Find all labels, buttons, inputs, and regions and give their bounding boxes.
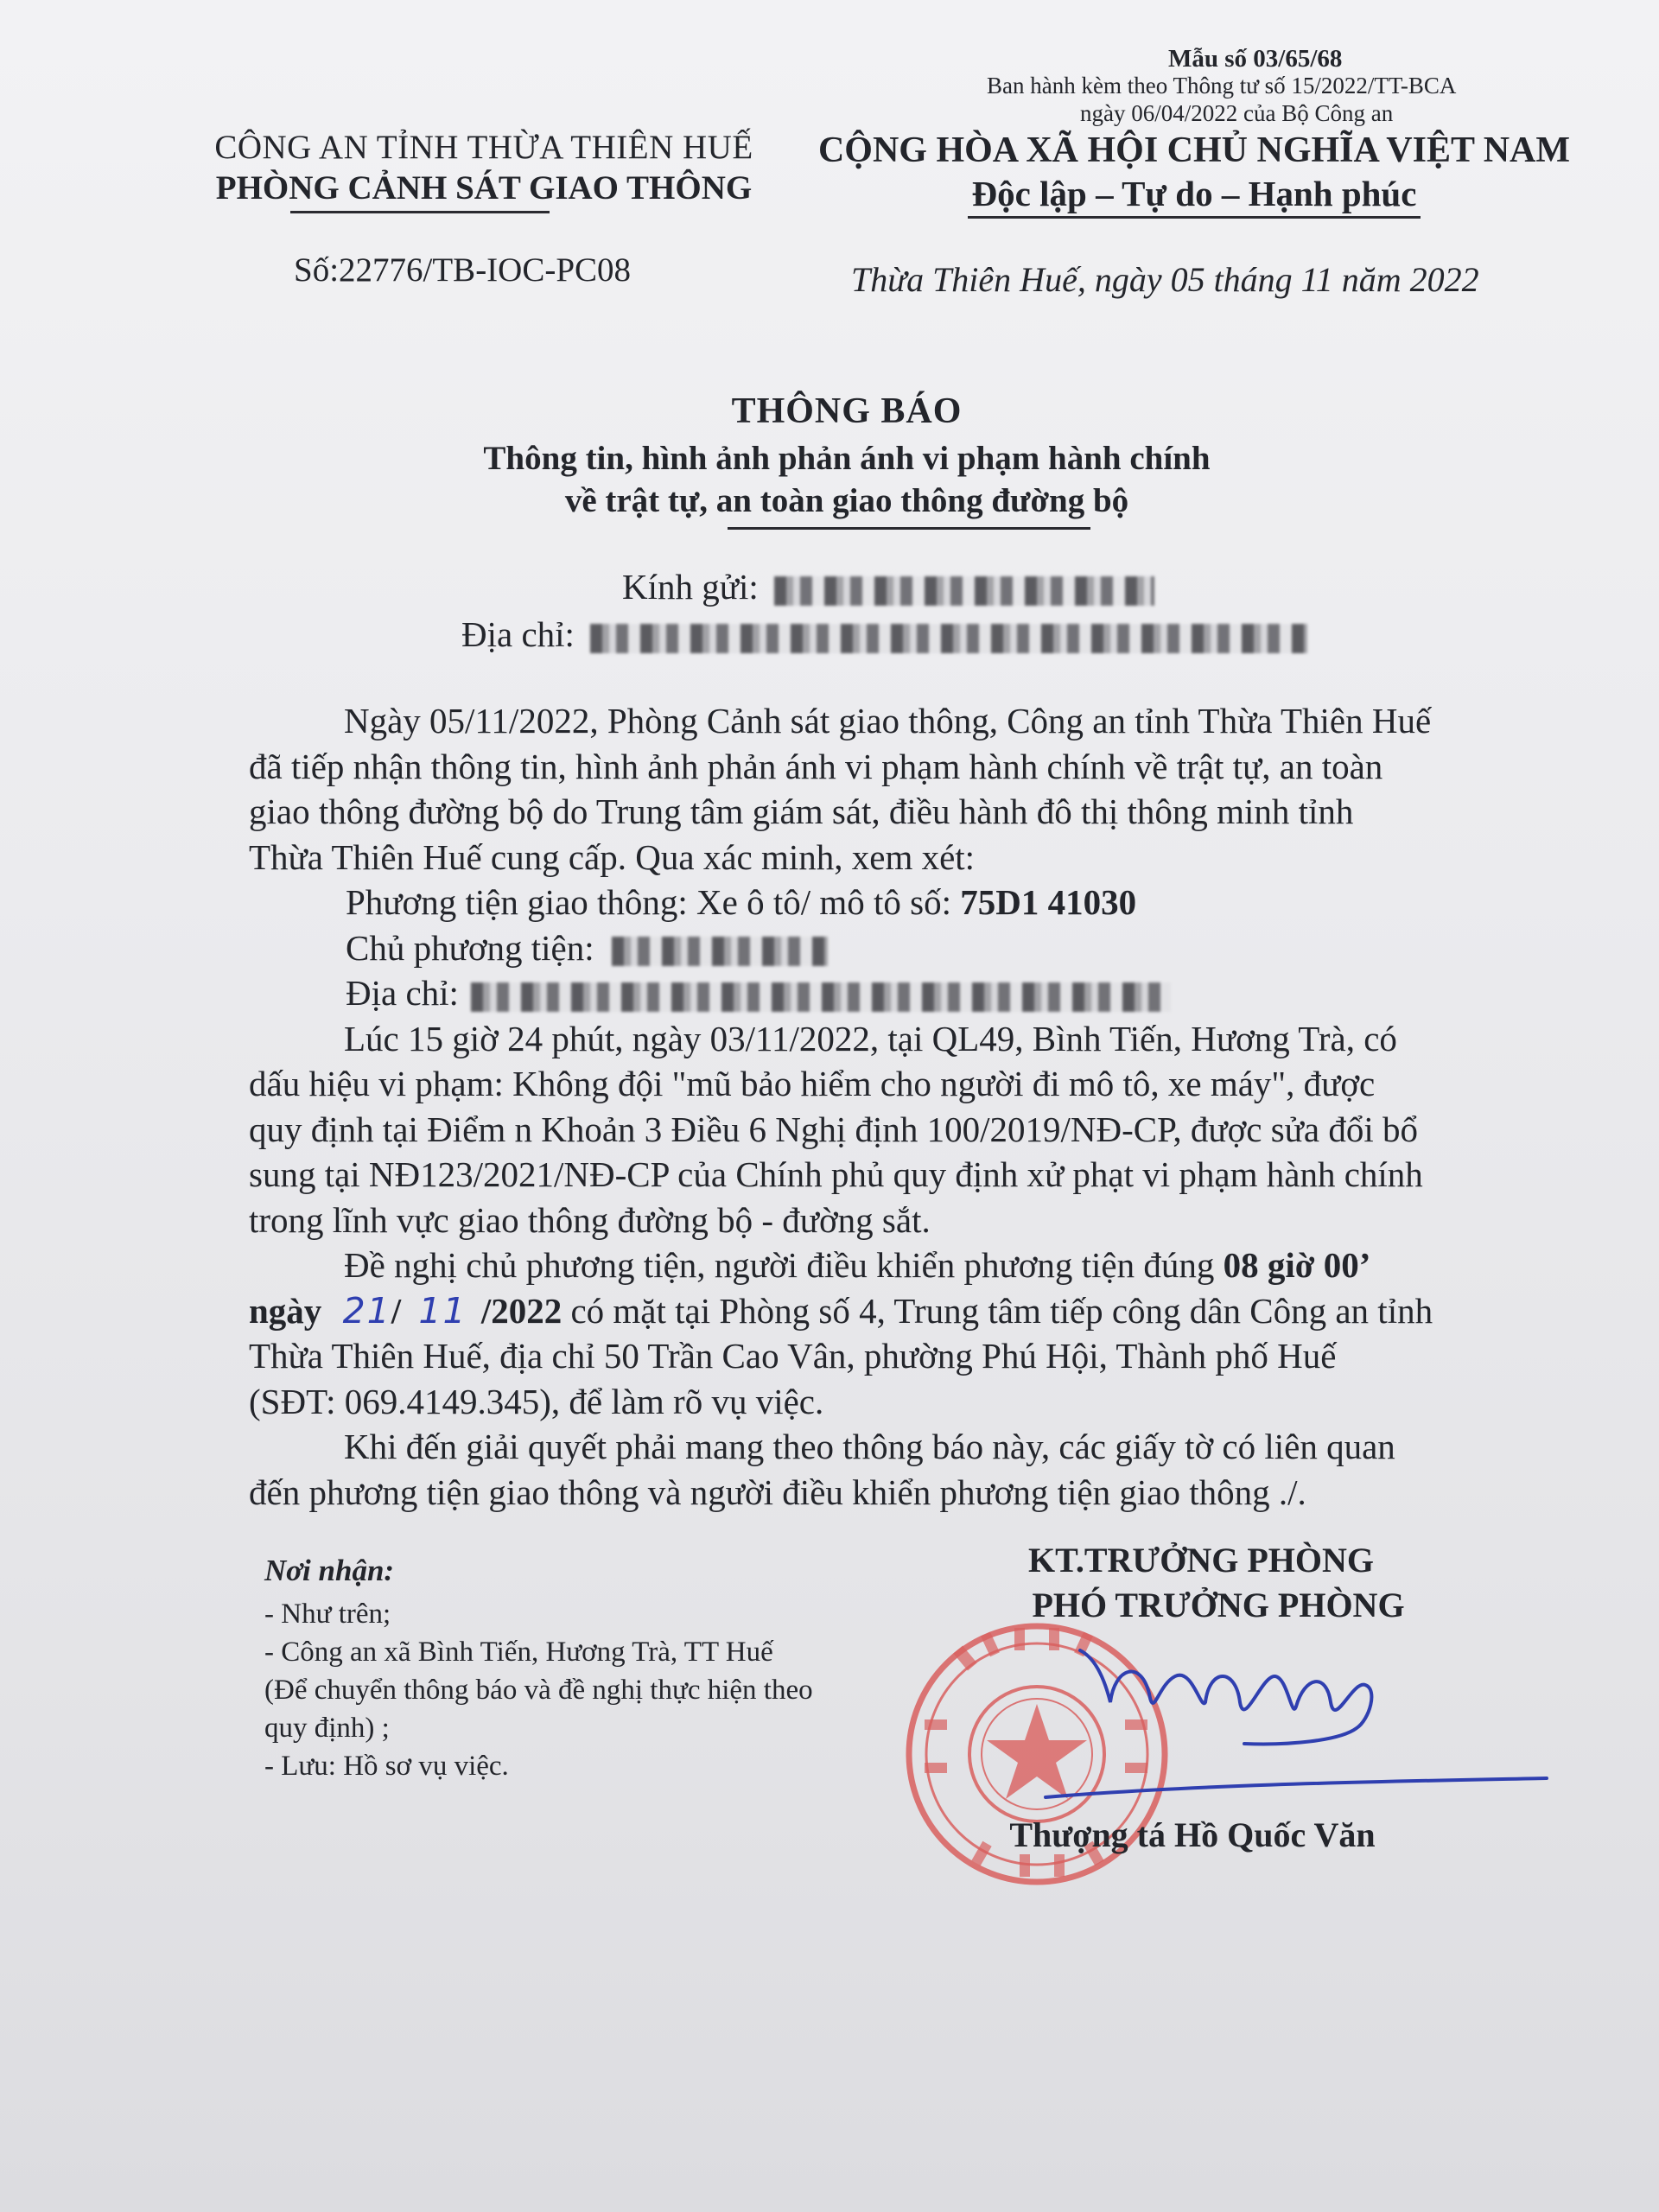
heading-subtitle-1: Thông tin, hình ảnh phản ánh vi phạm hành chính <box>483 440 1211 477</box>
heading-underline <box>728 527 1090 530</box>
vehicle-label: Phương tiện giao thông: Xe ô tô/ mô tô số: <box>346 882 952 922</box>
form-issued-with: Ban hành kèm theo Thông tư số 15/2022/TT-BCA <box>987 73 1457 99</box>
p3-line-3: Thừa Thiên Huế, địa chỉ 50 Trần Cao Vân, phường Phú Hội, Thành phố Huế <box>249 1336 1337 1376</box>
place-date: Thừa Thiên Huế, ngày 05 tháng 11 năm 2022 <box>851 260 1479 299</box>
owner-address-label: Địa chỉ: <box>346 973 459 1013</box>
recipient-item: (Để chuyển thông báo và đề nghị thực hiện theo <box>264 1675 813 1706</box>
national-block <box>788 130 1600 214</box>
redacted-recipient-address <box>590 624 1307 653</box>
p3-line-2: ngày 21/ 11 /2022 có mặt tại Phòng số 4, Trung tâm tiếp công dân Công an tỉnh <box>249 1289 1433 1332</box>
form-number: Mẫu số 03/65/68 <box>1168 45 1343 73</box>
p2-line-2: dấu hiệu vi phạm: Không đội "mũ bảo hiểm cho người đi mô tô, xe máy", được <box>249 1064 1376 1103</box>
recipient-item: quy định) ; <box>264 1713 390 1744</box>
p2-line-3: quy định tại Điểm n Khoản 3 Điều 6 Nghị định 100/2019/NĐ-CP, được sửa đổi bổ <box>249 1109 1418 1149</box>
p1-line-1: Ngày 05/11/2022, Phòng Cảnh sát giao thông, Công an tỉnh Thừa Thiên Huế <box>344 701 1432 741</box>
recipients-label: Nơi nhận: <box>264 1554 395 1587</box>
heading-title: THÔNG BÁO <box>731 391 963 431</box>
p3-line-1 <box>249 1243 1554 1288</box>
p4-line-1: Khi đến giải quyết phải mang theo thông báo này, các giấy tờ có liên quan <box>344 1427 1395 1466</box>
handwritten-month: 11 <box>418 1289 467 1332</box>
owner-label: Chủ phương tiện: <box>346 927 594 968</box>
owner-address-line <box>249 970 1554 1016</box>
agency-underline <box>290 211 550 213</box>
national-title: CỘNG HÒA XÃ HỘI CHỦ NGHĨA VIỆT NAM <box>817 130 1571 170</box>
motto-underline <box>968 216 1421 219</box>
p3-line-4: (SĐT: 069.4149.345), để làm rõ vụ việc. <box>249 1381 824 1421</box>
form-issued-date: ngày 06/04/2022 của Bộ Công an <box>1080 100 1394 126</box>
vehicle-plate: 75D1 41030 <box>960 882 1137 922</box>
p3-time: 08 giờ 00’ <box>1223 1245 1371 1285</box>
p1-line-2: đã tiếp nhận thông tin, hình ảnh phản ánh vi phạm hành chính về trật tự, an toàn <box>249 746 1383 786</box>
vehicle-line <box>249 880 1554 925</box>
recipient-item: - Như trên; <box>264 1599 391 1630</box>
redacted-recipient-name <box>774 576 1154 606</box>
heading-subtitle-2: về trật tự, an toàn giao thông đường bộ <box>564 482 1129 519</box>
agency-department: PHÒNG CẢNH SÁT GIAO THÔNG <box>215 169 753 207</box>
p3-year: /2022 <box>480 1290 563 1331</box>
document-number: Số:22776/TB-IOC-PC08 <box>294 251 632 289</box>
signature-role-1: KT.TRƯỞNG PHÒNG <box>1028 1541 1374 1580</box>
agency-parent: CÔNG AN TỈNH THỪA THIÊN HUẾ <box>214 129 753 166</box>
p1-line-4: Thừa Thiên Huế cung cấp. Qua xác minh, xem xét: <box>249 836 976 877</box>
addressee-to <box>622 566 1154 607</box>
addressee-address <box>461 613 1307 655</box>
p3-day-label: ngày <box>249 1290 322 1331</box>
handwritten-day: 21 <box>342 1289 391 1332</box>
redacted-owner-name <box>612 937 828 966</box>
p1-line-3: giao thông đường bộ do Trung tâm giám sát, điều hành đô thị thông minh tỉnh <box>249 791 1354 831</box>
recipient-item: - Lưu: Hồ sơ vụ việc. <box>264 1751 509 1782</box>
agency-block <box>156 128 812 207</box>
p2-line-1: Lúc 15 giờ 24 phút, ngày 03/11/2022, tại QL49, Bình Tiến, Hương Trà, có <box>344 1018 1397 1058</box>
addressee-address-label: Địa chỉ: <box>461 614 575 654</box>
signature-role-2: PHÓ TRƯỞNG PHÒNG <box>1032 1586 1405 1624</box>
p2-line-5: trong lĩnh vực giao thông đường bộ - đường sắt. <box>249 1199 931 1240</box>
owner-line <box>249 925 1554 971</box>
addressee-to-label: Kính gửi: <box>622 567 759 607</box>
p3-text: Đề nghị chủ phương tiện, người điều khiển phương tiện đúng <box>344 1245 1215 1285</box>
heading-block <box>346 391 1348 520</box>
p4-line-2: đến phương tiện giao thông và người điều khiển phương tiện giao thông ./. <box>249 1471 1306 1512</box>
national-motto: Độc lập – Tự do – Hạnh phúc <box>971 174 1417 213</box>
redacted-owner-address <box>471 982 1171 1012</box>
recipients-block <box>264 1552 813 1785</box>
recipient-item: - Công an xã Bình Tiến, Hương Trà, TT Huế <box>264 1637 773 1668</box>
handwritten-signature <box>1028 1633 1564 1823</box>
signer-name: Thượng tá Hồ Quốc Văn <box>1009 1815 1376 1854</box>
p3-line-2-rest: có mặt tại Phòng số 4, Trung tâm tiếp công dân Công an tỉnh <box>570 1290 1433 1331</box>
p2-line-4: sung tại NĐ123/2021/NĐ-CP của Chính phủ quy định xử phạt vi phạm hành chính <box>249 1154 1423 1194</box>
body-text <box>249 698 1554 1515</box>
